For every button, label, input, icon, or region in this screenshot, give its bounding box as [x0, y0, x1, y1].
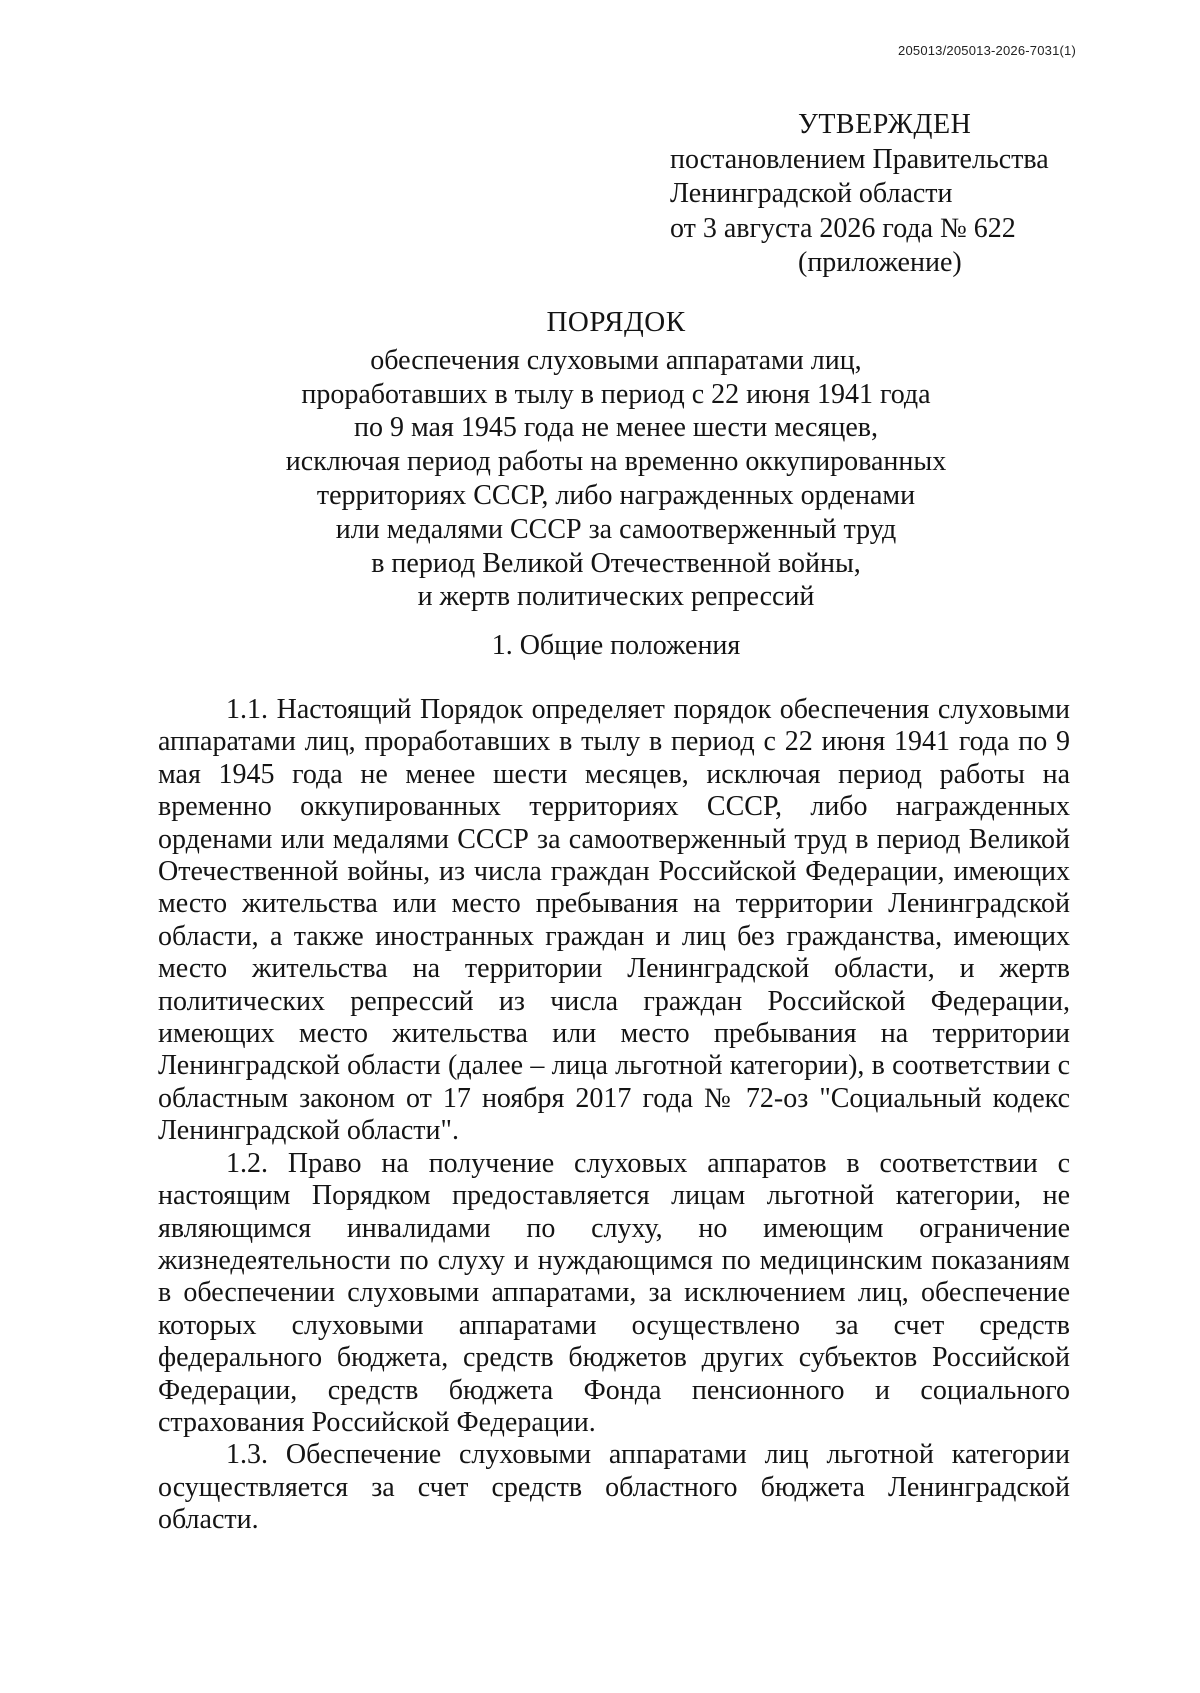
document-title: ПОРЯДОК [546, 306, 686, 338]
approval-appendix-label: (приложение) [798, 247, 962, 278]
document-subtitle-line: исключая период работы на временно оккупированных [285, 446, 947, 478]
paragraph-1-2: 1.2. Право на получение слуховых аппаратов в соответствии с настоящим Порядком предоставляется лицам льготной категории, не являющимся инвалидами по слуху, но имеющим ограничение жизнедеятельности по слуху и нуждающимся по медицинским показаниям в обеспечении слуховыми аппаратами, за исключением лиц, обеспечение которых слуховыми аппаратами осуществлено за счет средств федерального бюджета, средств бюджетов других субъектов Российской Федерации, средств бюджета Фонда пенсионного и социального страхования Российской Федерации. [158, 1147, 1070, 1438]
document-body [158, 694, 1070, 1537]
document-subtitle-line: проработавших в тылу в период с 22 июня 1941 года [301, 378, 931, 410]
document-subtitle-line: территориях СССР, либо награжденных орденами [316, 479, 916, 511]
paragraph-1-1: 1.1. Настоящий Порядок определяет порядок обеспечения слуховыми аппаратами лиц, проработавших в тылу в период с 22 июня 1941 года по 9 мая 1945 года не менее шести месяцев, исключая период работы на временно оккупированных территориях СССР, либо награжденных орденами или медалями СССР за самоотверженный труд в период Великой Отечественной войны, из числа граждан Российской Федерации, имеющих место жительства или место пребывания на территории Ленинградской области, а также иностранных граждан и лиц без гражданства, имеющих место жительства на территории Ленинградской области, и жертв политических репрессий из числа граждан Российской Федерации, имеющих место жительства или место пребывания на территории Ленинградской области (далее – лица льготной категории), в соответствии с областным законом от 17 ноября 2017 года № 72-оз "Социальный кодекс Ленинградской области". [158, 694, 1070, 1147]
approval-line-region: Ленинградской области [670, 178, 953, 209]
document-subtitle-line: по 9 мая 1945 года не менее шести месяцев, [354, 412, 878, 444]
document-subtitle-line: обеспечения слуховыми аппаратами лиц, [370, 344, 862, 376]
approval-stamp-block [670, 108, 1090, 281]
approval-line-resolution: постановлением Правительства [670, 143, 1049, 175]
document-subtitle-line: в период Великой Отечественной войны, [371, 547, 861, 579]
document-subtitle-line: или медалями СССР за самоотверженный труд [335, 513, 897, 545]
document-subtitle-line: и жертв политических репрессий [417, 581, 815, 613]
document-title-block [0, 306, 1200, 614]
approved-label: УТВЕРЖДЕН [798, 109, 972, 140]
section-heading: 1. Общие положения [491, 630, 741, 661]
document-registration-number: 205013/205013-2026-7031(1) [898, 43, 1076, 58]
paragraph-1-3: 1.3. Обеспечение слуховыми аппаратами лиц льготной категории осуществляется за счет средств областного бюджета Ленинградской области. [158, 1439, 1070, 1536]
approval-line-date-number: от 3 августа 2026 года № 622 [670, 212, 1016, 244]
